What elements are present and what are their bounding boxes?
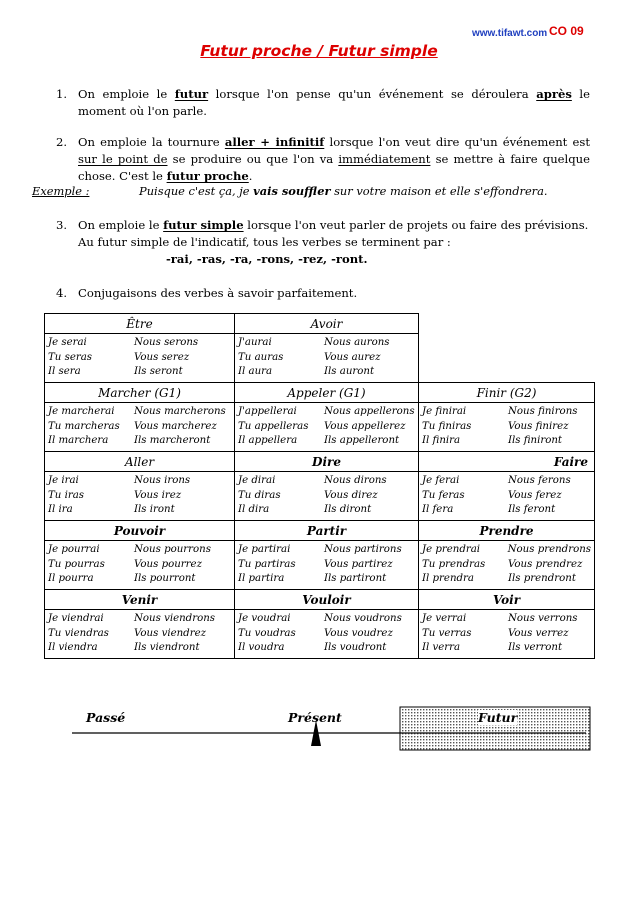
item-keyword: futur simple	[163, 218, 244, 232]
conjugated-form: Tu partiras	[238, 558, 296, 570]
conjugated-form: Je verrai	[422, 613, 467, 624]
conjugated-form: Je marcherai	[48, 406, 115, 417]
conjugated-form: Nous marcherons	[134, 406, 226, 417]
item-keyword: immédiatement	[338, 152, 431, 166]
conjugated-form: Ils seront	[134, 366, 183, 377]
conjugated-form: Nous aurons	[324, 337, 390, 348]
conjugated-form: Tu diras	[238, 489, 281, 501]
verb-header-faire: Faire	[419, 452, 595, 472]
future-endings: -rai, -ras, -ra, -rons, -rez, -ront.	[166, 252, 368, 266]
conjugated-form: Je irai	[48, 475, 79, 486]
conjugated-form: Ils voudront	[324, 642, 387, 653]
conjugated-form: Ils iront	[134, 504, 175, 515]
timeline	[0, 700, 638, 760]
conjugated-form: Je finirai	[422, 406, 467, 417]
item-text: On emploie le	[78, 87, 175, 101]
conjugated-form: Tu viendras	[48, 627, 109, 639]
conjugation-row	[422, 558, 591, 573]
verb-header-marcher: Marcher (G1)	[45, 383, 235, 403]
label-passe: Passé	[86, 710, 126, 725]
conjugated-form: Je prendrai	[422, 544, 481, 555]
item-keyword: sur le point de	[78, 152, 168, 166]
conjugation-row	[422, 627, 591, 642]
conjugation-row	[238, 503, 415, 518]
conjugated-form: Nous appellerons	[324, 406, 415, 417]
verb-header-appeler: Appeler (G1)	[235, 383, 419, 403]
conjugated-form: J'aurai	[238, 337, 272, 348]
verb-header-finir: Finir (G2)	[419, 383, 595, 403]
conjugated-form: Ils pourront	[134, 573, 196, 584]
conjugated-form: Il verra	[422, 642, 461, 653]
conjugated-form: Il aura	[238, 366, 273, 377]
conjugated-form: Il dira	[238, 504, 270, 515]
conj-cell-voir	[419, 610, 595, 659]
conjugation-row	[48, 503, 231, 518]
conjugated-form: Ils marcheront	[134, 435, 211, 446]
conjugation-row	[422, 641, 591, 656]
conjugated-form: Vous aurez	[324, 351, 381, 363]
conjugated-form: Il partira	[238, 573, 285, 584]
conjugated-form: Nous dirons	[324, 475, 387, 486]
conjugated-form: Nous pourrons	[134, 544, 211, 555]
conjugated-form: Nous viendrons	[134, 613, 215, 624]
item-text: On emploie la tournure	[78, 135, 225, 149]
conjugation-row	[422, 543, 591, 558]
item-number: 4.	[56, 286, 68, 300]
example-text: sur votre maison et elle s'effondrera.	[330, 184, 548, 198]
conj-cell-marcher	[45, 403, 235, 452]
verb-header-partir: Partir	[235, 521, 419, 541]
conjugated-form: Je viendrai	[48, 613, 104, 624]
conjugated-form: Il fera	[422, 504, 454, 515]
example-highlight: vais souffler	[253, 184, 331, 198]
conjugation-row	[238, 336, 415, 351]
conjugated-form: Vous serez	[134, 351, 190, 363]
conjugated-form: Nous finirons	[508, 406, 578, 417]
conjugated-form: Tu feras	[422, 489, 465, 501]
label-present: Présent	[288, 710, 342, 725]
conj-cell-partir	[235, 541, 419, 590]
conjugated-form: Nous serons	[134, 337, 199, 348]
item-number: 2.	[56, 135, 68, 149]
conj-cell-faire	[419, 472, 595, 521]
conj-cell-etre	[45, 334, 235, 383]
conjugated-form: Tu auras	[238, 351, 284, 363]
item-keyword: aller + infinitif	[224, 135, 325, 149]
conjugation-row	[422, 572, 591, 587]
rule-item-4	[56, 285, 590, 302]
conjugated-form: Tu iras	[48, 489, 85, 501]
verb-header-venir: Venir	[45, 590, 235, 610]
conjugation-row	[238, 627, 415, 642]
conjugated-form: Il prendra	[422, 573, 474, 584]
conjugation-row	[48, 474, 231, 489]
conjugated-form: Tu finiras	[422, 420, 472, 432]
conjugated-form: Il pourra	[48, 573, 94, 584]
conjugated-form: Ils diront	[324, 504, 372, 515]
conjugation-row	[238, 474, 415, 489]
example-sentence	[32, 184, 548, 198]
conjugation-row	[238, 558, 415, 573]
conjugated-form: Je serai	[48, 337, 87, 348]
example-text: Puisque c'est ça, je	[139, 184, 254, 198]
conjugated-form: Tu seras	[48, 351, 93, 363]
conj-cell-venir	[45, 610, 235, 659]
label-futur: Futur	[478, 710, 518, 725]
conjugated-form: Je voudrai	[238, 613, 291, 624]
verb-header-vouloir: Vouloir	[235, 590, 419, 610]
conjugated-form: Il marchera	[48, 435, 109, 446]
conjugated-form: Tu prendras	[422, 558, 486, 570]
item-number: 1.	[56, 87, 68, 101]
conjugated-form: Vous marcherez	[134, 420, 217, 432]
conjugation-row	[238, 434, 415, 449]
verb-header-prendre: Prendre	[419, 521, 595, 541]
conjugated-form: Ils verront	[508, 642, 563, 653]
verb-header-voir: Voir	[419, 590, 595, 610]
timeline-graphic	[0, 700, 638, 760]
conj-cell-prendre	[419, 541, 595, 590]
conjugation-row	[48, 612, 231, 627]
conjugated-form: Il voudra	[238, 642, 285, 653]
conjugated-form: Nous ferons	[508, 475, 571, 486]
conj-cell-vouloir	[235, 610, 419, 659]
conjugated-form: Tu voudras	[238, 627, 296, 639]
conjugated-form: Vous prendrez	[508, 558, 583, 570]
conjugation-table	[44, 313, 595, 659]
conj-cell-finir	[419, 403, 595, 452]
conjugation-row	[422, 405, 591, 420]
conjugated-form: Vous ferez	[508, 489, 562, 501]
document-code: CO 09	[549, 24, 584, 38]
conjugated-form: Il ira	[48, 504, 73, 515]
empty-cell	[419, 314, 595, 383]
conjugated-form: Nous verrons	[508, 613, 578, 624]
conjugation-row	[48, 336, 231, 351]
conj-cell-aller	[45, 472, 235, 521]
conjugation-row	[48, 405, 231, 420]
conjugation-row	[422, 503, 591, 518]
conjugation-row	[48, 543, 231, 558]
conjugated-form: Nous partirons	[324, 544, 402, 555]
conjugated-form: Vous finirez	[508, 420, 569, 432]
conj-cell-dire	[235, 472, 419, 521]
site-url: www.tifawt.com	[472, 28, 548, 39]
conjugated-form: Je dirai	[238, 475, 276, 486]
conjugated-form: Ils auront	[324, 366, 375, 377]
conjugation-row	[238, 543, 415, 558]
conjugated-form: J'appellerai	[238, 406, 297, 417]
conjugated-form: Nous irons	[134, 475, 191, 486]
conjugation-row	[48, 489, 231, 504]
conj-cell-appeler	[235, 403, 419, 452]
conjugation-row	[422, 420, 591, 435]
item-text: On emploie le	[78, 218, 164, 232]
conjugated-form: Vous appellerez	[324, 420, 406, 432]
conjugation-row	[238, 351, 415, 366]
conjugation-row	[238, 641, 415, 656]
rule-item-3	[56, 217, 590, 251]
conjugated-form: Tu verras	[422, 627, 472, 639]
rule-item-2	[56, 134, 590, 185]
conjugation-row	[48, 627, 231, 642]
verb-header-aller: Aller	[45, 452, 235, 472]
conjugated-form: Tu appelleras	[238, 420, 309, 432]
conjugation-row	[238, 405, 415, 420]
conjugated-form: Ils feront	[508, 504, 556, 515]
conjugation-row	[48, 351, 231, 366]
conjugation-row	[48, 365, 231, 380]
conj-cell-avoir	[235, 334, 419, 383]
item-keyword: futur	[174, 87, 209, 101]
conjugation-row	[238, 420, 415, 435]
item-text: .	[248, 169, 253, 183]
conjugation-row	[238, 489, 415, 504]
item-text: lorsque l'on veut parler de projets ou faire des prévisions. Au futur simple de l'indicatif, tous les verbes se terminent par :	[78, 218, 589, 249]
conjugation-row	[422, 612, 591, 627]
conjugation-row	[422, 434, 591, 449]
verb-header-pouvoir: Pouvoir	[45, 521, 235, 541]
conjugation-row	[238, 572, 415, 587]
conjugated-form: Vous verrez	[508, 627, 569, 639]
example-label: Exemple :	[32, 184, 90, 198]
conjugation-row	[48, 572, 231, 587]
conjugation-row	[422, 489, 591, 504]
verb-header-avoir: Avoir	[235, 314, 419, 334]
conjugated-form: Tu pourras	[48, 558, 105, 570]
conjugated-form: Ils finiront	[508, 435, 563, 446]
item-text: lorsque l'on veut dire qu'un événement est	[324, 135, 590, 149]
item-keyword: après	[536, 87, 572, 101]
conjugated-form: Ils viendront	[134, 642, 200, 653]
conjugated-form: Je partirai	[238, 544, 291, 555]
conjugated-form: Il finira	[422, 435, 461, 446]
conjugation-row	[48, 420, 231, 435]
conjugated-form: Vous direz	[324, 489, 378, 501]
rule-item-1	[56, 86, 590, 120]
conjugated-form: Je ferai	[422, 475, 460, 486]
conjugated-form: Vous pourrez	[134, 558, 202, 570]
conjugated-form: Ils prendront	[508, 573, 576, 584]
conjugated-form: Vous viendrez	[134, 627, 206, 639]
conjugated-form: Ils partiront	[324, 573, 387, 584]
conjugated-form: Vous irez	[134, 489, 182, 501]
conjugated-form: Il sera	[48, 366, 81, 377]
conjugated-form: Tu marcheras	[48, 420, 120, 432]
item-text: Conjugaisons des verbes à savoir parfaitement.	[78, 286, 358, 300]
conjugated-form: Il appellera	[238, 435, 298, 446]
conjugated-form: Vous voudrez	[324, 627, 393, 639]
conjugation-row	[238, 612, 415, 627]
item-text: lorsque l'on pense qu'un événement se déroulera	[208, 87, 537, 101]
conjugated-form: Ils appelleront	[324, 435, 400, 446]
item-text: le moment où l'on parle.	[78, 87, 590, 118]
verb-header-dire: Dire	[235, 452, 419, 472]
item-keyword: futur proche	[166, 169, 249, 183]
conjugated-form: Il viendra	[48, 642, 98, 653]
item-text: se produire ou que l'on va	[167, 152, 339, 166]
conjugation-row	[48, 434, 231, 449]
conjugation-row	[48, 641, 231, 656]
item-text: se mettre à faire quelque chose. C'est le	[78, 152, 590, 183]
conjugation-row	[422, 474, 591, 489]
conj-cell-pouvoir	[45, 541, 235, 590]
conjugated-form: Je pourrai	[48, 544, 100, 555]
conjugation-row	[48, 558, 231, 573]
page-title: Futur proche / Futur simple	[200, 42, 438, 60]
conjugated-form: Nous voudrons	[324, 613, 402, 624]
conjugated-form: Vous partirez	[324, 558, 393, 570]
item-number: 3.	[56, 218, 68, 232]
verb-header-etre: Être	[45, 314, 235, 334]
conjugation-row	[238, 365, 415, 380]
conjugated-form: Nous prendrons	[507, 544, 591, 555]
